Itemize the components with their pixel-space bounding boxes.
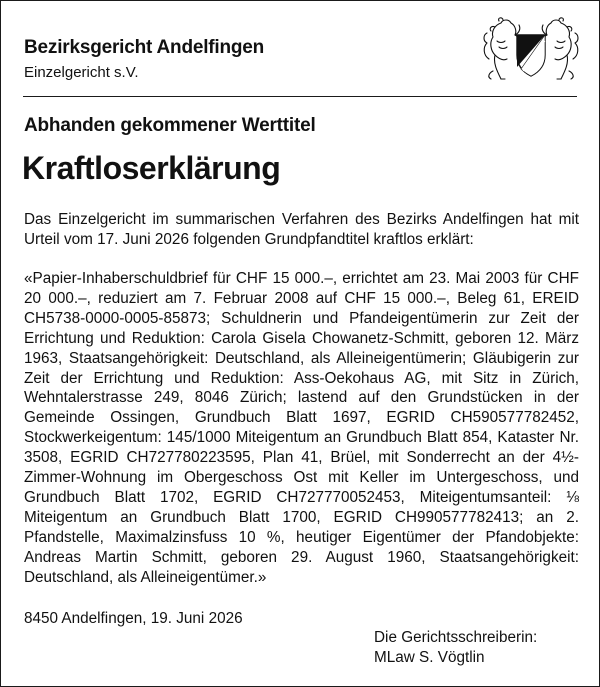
header-divider <box>23 96 577 97</box>
court-name: Bezirksgericht Andelfingen <box>24 37 265 58</box>
intro-paragraph: Das Einzelgericht im summarischen Verfahren des Bezirks Andelfingen hat mit Urteil vom 17. Juni 2026 folgenden Grundpfandtitel kraftlos erklärt: <box>24 211 579 248</box>
court-subtitle: Einzelgericht s.V. <box>24 64 139 81</box>
signature-role: Die Gerichtsschreiberin: <box>374 629 538 646</box>
coat-of-arms-icon <box>479 15 583 81</box>
main-title: Kraftloserklärung <box>22 150 281 186</box>
signature-name: MLaw S. Vögtlin <box>374 649 485 666</box>
quoted-title-paragraph: «Papier-Inhaberschuldbrief für CHF 15 000.–, errichtet am 23. Mai 2003 für CHF 20 000.–, reduziert am 7. Februar 2008 auf CHF 15 000.–, Beleg 61, EREID CH5738-0000-0005-85873; Schuldnerin und Pfandeigentümerin zur Zeit der Errichtung und Reduktion: Carola Gisela Chowanetz-Schmitt, geboren 12. März 1963, Staatsangehörigkeit: Deutschland, als Alleineigentümerin; Gläubigerin zur Zeit der Errichtung und Reduktion: Ass-Oekohaus AG, mit Sitz in Zürich, Wehntalerstrasse 249, 8046 Zürich; lastend auf den Grundstücken in der Gemeinde Ossingen, Grundbuch Blatt 1697, EGRID CH590577782452, Stockwerkeigentum: 145/1000 Miteigentum an Grundbuch Blatt 854, Kataster Nr. 3508, EGRID CH727780223595, Plan 41, Brüel, mit Sonderrecht an der 4½-Zimmer-Wohnung im Obergeschoss Ost mit Keller im Untergeschoss, und Grundbuch Blatt 1702, EGRID CH727770052453, Miteigentumsanteil: ⅛ Miteigentum an Grundbuch Blatt 1700, EGRID CH990577782413; an 2. Pfandstelle, Maximalzinsfuss 10 %, heutiger Eigentümer der Pfandobjekte: Andreas Martin Schmitt, geboren 29. August 1960, Staatsangehörigkeit: Deutschland, als Alleineigentümer.» <box>24 270 579 586</box>
place-date: 8450 Andelfingen, 19. Juni 2026 <box>24 610 243 627</box>
section-title: Abhanden gekommener Werttitel <box>24 115 316 136</box>
